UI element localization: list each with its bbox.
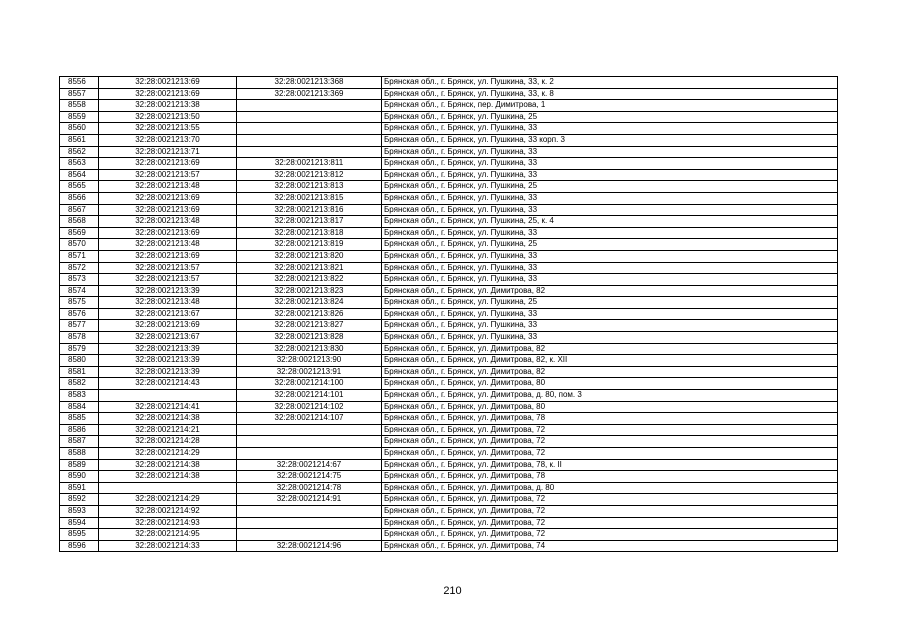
table-row <box>60 134 838 146</box>
land-cadastral-number-cell: 32:28:0021214:95 <box>99 529 237 541</box>
address-cell: Брянская обл., г. Брянск, ул. Димитрова, 78, к. II <box>382 459 838 471</box>
land-cadastral-number-cell: 32:28:0021213:57 <box>99 169 237 181</box>
row-number-cell: 8570 <box>60 239 99 251</box>
land-cadastral-number-cell: 32:28:0021214:28 <box>99 436 237 448</box>
row-number-cell: 8584 <box>60 401 99 413</box>
address-cell: Брянская обл., г. Брянск, ул. Пушкина, 33 <box>382 192 838 204</box>
table-row <box>60 239 838 251</box>
row-number-cell: 8561 <box>60 134 99 146</box>
address-cell: Брянская обл., г. Брянск, ул. Пушкина, 33 <box>382 262 838 274</box>
land-cadastral-number-cell: 32:28:0021213:69 <box>99 77 237 89</box>
address-cell: Брянская обл., г. Брянск, ул. Димитрова, 72 <box>382 505 838 517</box>
table-row <box>60 355 838 367</box>
address-cell: Брянская обл., г. Брянск, ул. Димитрова, д. 80, пом. 3 <box>382 390 838 402</box>
row-number-cell: 8592 <box>60 494 99 506</box>
table-row <box>60 448 838 460</box>
land-cadastral-number-cell: 32:28:0021213:67 <box>99 332 237 344</box>
land-cadastral-number-cell: 32:28:0021213:69 <box>99 250 237 262</box>
object-cadastral-number-cell: 32:28:0021213:823 <box>237 285 382 297</box>
land-cadastral-number-cell: 32:28:0021213:69 <box>99 158 237 170</box>
row-number-cell: 8586 <box>60 424 99 436</box>
object-cadastral-number-cell: 32:28:0021214:75 <box>237 471 382 483</box>
land-cadastral-number-cell: 32:28:0021214:33 <box>99 540 237 552</box>
row-number-cell: 8568 <box>60 216 99 228</box>
cadastral-table <box>59 76 838 552</box>
row-number-cell: 8588 <box>60 448 99 460</box>
row-number-cell: 8572 <box>60 262 99 274</box>
address-cell: Брянская обл., г. Брянск, ул. Димитрова, 78 <box>382 471 838 483</box>
address-cell: Брянская обл., г. Брянск, ул. Димитрова, 72 <box>382 517 838 529</box>
row-number-cell: 8583 <box>60 390 99 402</box>
land-cadastral-number-cell: 32:28:0021214:21 <box>99 424 237 436</box>
row-number-cell: 8564 <box>60 169 99 181</box>
land-cadastral-number-cell: 32:28:0021213:57 <box>99 262 237 274</box>
object-cadastral-number-cell <box>237 448 382 460</box>
object-cadastral-number-cell: 32:28:0021213:827 <box>237 320 382 332</box>
land-cadastral-number-cell <box>99 482 237 494</box>
row-number-cell: 8556 <box>60 77 99 89</box>
land-cadastral-number-cell: 32:28:0021213:69 <box>99 204 237 216</box>
table-row <box>60 181 838 193</box>
land-cadastral-number-cell: 32:28:0021213:39 <box>99 285 237 297</box>
address-cell: Брянская обл., г. Брянск, ул. Димитрова, 72 <box>382 529 838 541</box>
object-cadastral-number-cell <box>237 424 382 436</box>
table-row <box>60 540 838 552</box>
object-cadastral-number-cell: 32:28:0021213:91 <box>237 366 382 378</box>
address-cell: Брянская обл., г. Брянск, ул. Пушкина, 33 <box>382 227 838 239</box>
table-row <box>60 320 838 332</box>
object-cadastral-number-cell <box>237 146 382 158</box>
table-row <box>60 529 838 541</box>
address-cell: Брянская обл., г. Брянск, ул. Димитрова, 82 <box>382 343 838 355</box>
land-cadastral-number-cell: 32:28:0021213:69 <box>99 192 237 204</box>
land-cadastral-number-cell: 32:28:0021213:38 <box>99 100 237 112</box>
address-cell: Брянская обл., г. Брянск, ул. Димитрова, 78 <box>382 413 838 425</box>
row-number-cell: 8567 <box>60 204 99 216</box>
row-number-cell: 8585 <box>60 413 99 425</box>
row-number-cell: 8571 <box>60 250 99 262</box>
table-row <box>60 413 838 425</box>
land-cadastral-number-cell: 32:28:0021213:67 <box>99 308 237 320</box>
address-cell: Брянская обл., г. Брянск, ул. Пушкина, 25, к. 4 <box>382 216 838 228</box>
object-cadastral-number-cell <box>237 100 382 112</box>
row-number-cell: 8582 <box>60 378 99 390</box>
land-cadastral-number-cell: 32:28:0021214:38 <box>99 471 237 483</box>
row-number-cell: 8558 <box>60 100 99 112</box>
row-number-cell: 8563 <box>60 158 99 170</box>
row-number-cell: 8581 <box>60 366 99 378</box>
row-number-cell: 8569 <box>60 227 99 239</box>
land-cadastral-number-cell: 32:28:0021213:69 <box>99 227 237 239</box>
row-number-cell: 8590 <box>60 471 99 483</box>
object-cadastral-number-cell <box>237 111 382 123</box>
object-cadastral-number-cell: 32:28:0021213:816 <box>237 204 382 216</box>
row-number-cell: 8591 <box>60 482 99 494</box>
object-cadastral-number-cell: 32:28:0021214:107 <box>237 413 382 425</box>
address-cell: Брянская обл., г. Брянск, ул. Димитрова, д. 80 <box>382 482 838 494</box>
table-row <box>60 401 838 413</box>
row-number-cell: 8560 <box>60 123 99 135</box>
object-cadastral-number-cell: 32:28:0021213:90 <box>237 355 382 367</box>
land-cadastral-number-cell: 32:28:0021214:93 <box>99 517 237 529</box>
table-body <box>60 77 838 552</box>
table-row <box>60 250 838 262</box>
land-cadastral-number-cell: 32:28:0021213:48 <box>99 181 237 193</box>
table-row <box>60 297 838 309</box>
object-cadastral-number-cell <box>237 134 382 146</box>
object-cadastral-number-cell: 32:28:0021214:67 <box>237 459 382 471</box>
row-number-cell: 8566 <box>60 192 99 204</box>
row-number-cell: 8596 <box>60 540 99 552</box>
row-number-cell: 8578 <box>60 332 99 344</box>
address-cell: Брянская обл., г. Брянск, ул. Пушкина, 33 <box>382 169 838 181</box>
address-cell: Брянская обл., г. Брянск, ул. Димитрова, 72 <box>382 436 838 448</box>
object-cadastral-number-cell: 32:28:0021214:96 <box>237 540 382 552</box>
table-row <box>60 436 838 448</box>
address-cell: Брянская обл., г. Брянск, ул. Пушкина, 25 <box>382 297 838 309</box>
table-row <box>60 111 838 123</box>
table-row <box>60 123 838 135</box>
address-cell: Брянская обл., г. Брянск, ул. Пушкина, 33 <box>382 158 838 170</box>
land-cadastral-number-cell: 32:28:0021214:38 <box>99 413 237 425</box>
land-cadastral-number-cell: 32:28:0021213:57 <box>99 274 237 286</box>
object-cadastral-number-cell <box>237 123 382 135</box>
table-row <box>60 424 838 436</box>
land-cadastral-number-cell: 32:28:0021213:69 <box>99 88 237 100</box>
table-row <box>60 517 838 529</box>
object-cadastral-number-cell <box>237 436 382 448</box>
object-cadastral-number-cell: 32:28:0021213:828 <box>237 332 382 344</box>
address-cell: Брянская обл., г. Брянск, ул. Пушкина, 25 <box>382 239 838 251</box>
address-cell: Брянская обл., г. Брянск, ул. Пушкина, 33 <box>382 146 838 158</box>
table-row <box>60 169 838 181</box>
table-row <box>60 227 838 239</box>
land-cadastral-number-cell: 32:28:0021213:39 <box>99 343 237 355</box>
address-cell: Брянская обл., г. Брянск, ул. Пушкина, 33 <box>382 332 838 344</box>
object-cadastral-number-cell: 32:28:0021214:100 <box>237 378 382 390</box>
object-cadastral-number-cell: 32:28:0021213:830 <box>237 343 382 355</box>
object-cadastral-number-cell: 32:28:0021213:824 <box>237 297 382 309</box>
address-cell: Брянская обл., г. Брянск, ул. Пушкина, 33 <box>382 274 838 286</box>
land-cadastral-number-cell: 32:28:0021213:55 <box>99 123 237 135</box>
table-row <box>60 366 838 378</box>
address-cell: Брянская обл., г. Брянск, ул. Пушкина, 33, к. 8 <box>382 88 838 100</box>
land-cadastral-number-cell: 32:28:0021214:29 <box>99 448 237 460</box>
table-row <box>60 204 838 216</box>
object-cadastral-number-cell: 32:28:0021213:369 <box>237 88 382 100</box>
row-number-cell: 8589 <box>60 459 99 471</box>
table-row <box>60 100 838 112</box>
address-cell: Брянская обл., г. Брянск, ул. Пушкина, 33, к. 2 <box>382 77 838 89</box>
row-number-cell: 8559 <box>60 111 99 123</box>
land-cadastral-number-cell: 32:28:0021213:50 <box>99 111 237 123</box>
row-number-cell: 8579 <box>60 343 99 355</box>
row-number-cell: 8562 <box>60 146 99 158</box>
table-row <box>60 505 838 517</box>
object-cadastral-number-cell: 32:28:0021213:817 <box>237 216 382 228</box>
table-row <box>60 77 838 89</box>
table-row <box>60 494 838 506</box>
table-row <box>60 482 838 494</box>
land-cadastral-number-cell: 32:28:0021213:48 <box>99 216 237 228</box>
land-cadastral-number-cell: 32:28:0021213:71 <box>99 146 237 158</box>
table-row <box>60 343 838 355</box>
address-cell: Брянская обл., г. Брянск, ул. Пушкина, 25 <box>382 111 838 123</box>
table-row <box>60 378 838 390</box>
address-cell: Брянская обл., г. Брянск, ул. Пушкина, 25 <box>382 181 838 193</box>
object-cadastral-number-cell: 32:28:0021213:811 <box>237 158 382 170</box>
address-cell: Брянская обл., г. Брянск, ул. Димитрова, 82, к. XII <box>382 355 838 367</box>
land-cadastral-number-cell: 32:28:0021213:48 <box>99 297 237 309</box>
table-row <box>60 262 838 274</box>
row-number-cell: 8574 <box>60 285 99 297</box>
address-cell: Брянская обл., г. Брянск, ул. Димитрова, 72 <box>382 494 838 506</box>
object-cadastral-number-cell: 32:28:0021214:102 <box>237 401 382 413</box>
table-row <box>60 332 838 344</box>
address-cell: Брянская обл., г. Брянск, ул. Димитрова, 80 <box>382 401 838 413</box>
object-cadastral-number-cell: 32:28:0021214:91 <box>237 494 382 506</box>
row-number-cell: 8557 <box>60 88 99 100</box>
object-cadastral-number-cell <box>237 505 382 517</box>
address-cell: Брянская обл., г. Брянск, ул. Пушкина, 33 <box>382 308 838 320</box>
land-cadastral-number-cell: 32:28:0021213:39 <box>99 355 237 367</box>
land-cadastral-number-cell: 32:28:0021214:92 <box>99 505 237 517</box>
address-cell: Брянская обл., г. Брянск, ул. Димитрова, 82 <box>382 366 838 378</box>
object-cadastral-number-cell: 32:28:0021213:815 <box>237 192 382 204</box>
land-cadastral-number-cell: 32:28:0021214:41 <box>99 401 237 413</box>
object-cadastral-number-cell: 32:28:0021213:822 <box>237 274 382 286</box>
address-cell: Брянская обл., г. Брянск, ул. Пушкина, 33 <box>382 204 838 216</box>
table-row <box>60 471 838 483</box>
table-row <box>60 192 838 204</box>
land-cadastral-number-cell: 32:28:0021213:70 <box>99 134 237 146</box>
land-cadastral-number-cell: 32:28:0021213:48 <box>99 239 237 251</box>
row-number-cell: 8595 <box>60 529 99 541</box>
land-cadastral-number-cell: 32:28:0021214:38 <box>99 459 237 471</box>
table-row <box>60 308 838 320</box>
object-cadastral-number-cell <box>237 529 382 541</box>
object-cadastral-number-cell: 32:28:0021214:101 <box>237 390 382 402</box>
row-number-cell: 8575 <box>60 297 99 309</box>
row-number-cell: 8594 <box>60 517 99 529</box>
table-row <box>60 459 838 471</box>
table-row <box>60 285 838 297</box>
row-number-cell: 8593 <box>60 505 99 517</box>
object-cadastral-number-cell: 32:28:0021213:826 <box>237 308 382 320</box>
address-cell: Брянская обл., г. Брянск, ул. Димитрова, 74 <box>382 540 838 552</box>
address-cell: Брянская обл., г. Брянск, ул. Пушкина, 33 <box>382 320 838 332</box>
address-cell: Брянская обл., г. Брянск, ул. Димитрова, 72 <box>382 448 838 460</box>
object-cadastral-number-cell <box>237 517 382 529</box>
table-row <box>60 146 838 158</box>
object-cadastral-number-cell: 32:28:0021214:78 <box>237 482 382 494</box>
table-row <box>60 274 838 286</box>
address-cell: Брянская обл., г. Брянск, ул. Димитрова, 80 <box>382 378 838 390</box>
address-cell: Брянская обл., г. Брянск, ул. Димитрова, 82 <box>382 285 838 297</box>
row-number-cell: 8580 <box>60 355 99 367</box>
object-cadastral-number-cell: 32:28:0021213:819 <box>237 239 382 251</box>
table-row <box>60 216 838 228</box>
row-number-cell: 8576 <box>60 308 99 320</box>
object-cadastral-number-cell: 32:28:0021213:368 <box>237 77 382 89</box>
object-cadastral-number-cell: 32:28:0021213:812 <box>237 169 382 181</box>
address-cell: Брянская обл., г. Брянск, ул. Пушкина, 33 <box>382 123 838 135</box>
row-number-cell: 8565 <box>60 181 99 193</box>
land-cadastral-number-cell: 32:28:0021213:39 <box>99 366 237 378</box>
land-cadastral-number-cell: 32:28:0021214:29 <box>99 494 237 506</box>
object-cadastral-number-cell: 32:28:0021213:818 <box>237 227 382 239</box>
land-cadastral-number-cell <box>99 390 237 402</box>
object-cadastral-number-cell: 32:28:0021213:813 <box>237 181 382 193</box>
row-number-cell: 8573 <box>60 274 99 286</box>
land-cadastral-number-cell: 32:28:0021214:43 <box>99 378 237 390</box>
page-number: 210 <box>443 585 462 597</box>
address-cell: Брянская обл., г. Брянск, ул. Пушкина, 33 <box>382 250 838 262</box>
object-cadastral-number-cell: 32:28:0021213:820 <box>237 250 382 262</box>
land-cadastral-number-cell: 32:28:0021213:69 <box>99 320 237 332</box>
address-cell: Брянская обл., г. Брянск, ул. Пушкина, 33 корп. 3 <box>382 134 838 146</box>
row-number-cell: 8577 <box>60 320 99 332</box>
address-cell: Брянская обл., г. Брянск, ул. Димитрова, 72 <box>382 424 838 436</box>
row-number-cell: 8587 <box>60 436 99 448</box>
address-cell: Брянская обл., г. Брянск, пер. Димитрова, 1 <box>382 100 838 112</box>
table-row <box>60 88 838 100</box>
table-row <box>60 158 838 170</box>
table-row <box>60 390 838 402</box>
object-cadastral-number-cell: 32:28:0021213:821 <box>237 262 382 274</box>
